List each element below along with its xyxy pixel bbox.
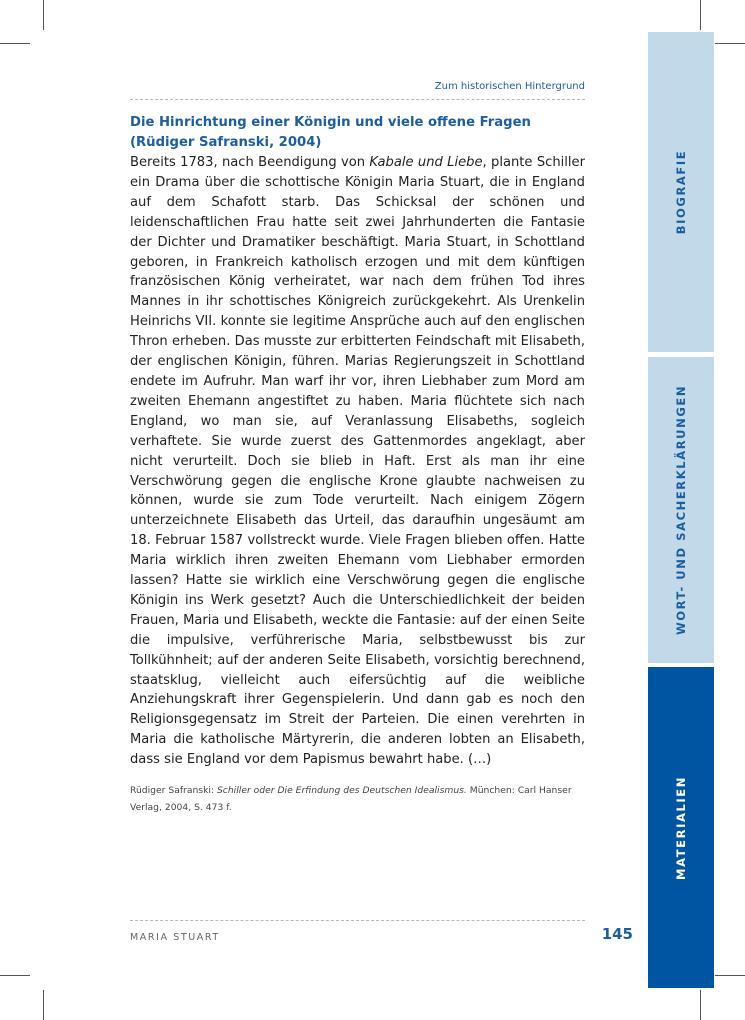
- body-intro: Bereits 1783, nach Beendigung von: [130, 155, 370, 170]
- crop-mark: [700, 0, 701, 30]
- crop-mark: [715, 43, 745, 44]
- footer-book-title: MARIA STUART: [130, 932, 220, 943]
- article-heading: [130, 113, 585, 153]
- tab-wort-und-sacherklaerungen[interactable]: [648, 357, 714, 663]
- tab-biografie[interactable]: [648, 32, 714, 352]
- footer-divider: [130, 920, 585, 921]
- article: [130, 113, 585, 816]
- page-number: 145: [601, 925, 633, 943]
- source-title: Schiller oder Die Erfindung des Deutschen Idealismus.: [216, 785, 467, 797]
- source-author: Rüdiger Safranski:: [130, 785, 217, 797]
- crop-mark: [43, 0, 44, 30]
- crop-mark: [700, 990, 701, 1020]
- crop-mark: [715, 975, 745, 976]
- work-title: Kabale und Liebe: [369, 155, 483, 170]
- source-citation: [130, 782, 585, 816]
- article-body: [130, 153, 585, 770]
- crop-mark: [0, 975, 30, 976]
- running-header: Zum historischen Hintergrund: [434, 81, 585, 92]
- body-text: , plante Schiller ein Drama über die schottische Königin Maria Stuart, die in England auf dem Schafott starb. Das Schicksal der schönen und leidenschaftlichen Frau hatte seit zwei Jahrhunderten die Fantasie der Dichter und Dramatiker beschäftigt. Maria Stuart, in Schottland geboren, in Frankreich katholisch erzogen und mit dem künftigen französischen König verheiratet, war nach dem frühen Tod ihres Mannes in ihr schottisches Königreich zurückgekehrt. Als Urenkelin Heinrichs VII. konnte sie legitime Ansprüche auch auf den englischen Thron erheben. Das musste zur erbitterten Feindschaft mit Elisabeth, der englischen Königin, führen. Marias Regierungszeit in Schottland endete im Aufruhr. Man warf ihr vor, ihren Liebhaber zum Mord am zweiten Ehemann angestiftet zu haben. Maria flüchtete sich nach England, wo man sie, auf Veranlassung Elisabeths, sogleich verhaftete. Sie wurde zuerst des Gattenmordes angeklagt, aber nicht verurteilt. Doch sie blieb in Haft. Erst als man ihr eine Verschwörung gegen die englische Krone glaubte nachweisen zu können, wurde sie zum Tode verurteilt. Nach einigem Zögern unterzeichnete Elisabeth das Urteil, das daraufhin ungesäumt am 18. Februar 1587 vollstreckt wurde. Viele Fragen blieben offen. Hatte Maria wirklich ihren zweiten Ehemann vom Liebhaber ermorden lassen? Hatte sie wirklich eine Verschwörung gegen die englische Königin ins Werk gesetzt? Auch die Unterschiedlichkeit der beiden Frauen, Maria und Elisabeth, weckte die Fantasie: auf der einen Seite die impulsive, verführerische Maria, selbstbewusst bis zur Tollkühnheit; auf der anderen Seite Elisabeth, vorsichtig berechnend, staatsklug, vielleicht auch eifersüchtig auf die weibliche Anziehungskraft ihrer Gegenspielerin. Und dann gab es noch den Religionsgegensatz im Streit der Parteien. Die einen verehrten in Maria die katholische Märtyrerin, die anderen lobten an Elisabeth, dass sie England vor dem Papismus bewahrt habe. (…): [130, 155, 585, 768]
- source-publisher: München: Carl Hanser Verlag, 2004, S. 473 f.: [130, 785, 572, 814]
- crop-mark: [0, 43, 30, 44]
- tab-wort-und-sacherklaerungen-label: WORT- UND SACHERKLÄRUNGEN: [674, 384, 689, 636]
- header-divider: [130, 99, 585, 100]
- article-heading-line-2: (Rüdiger Safranski, 2004): [130, 135, 322, 150]
- crop-mark: [43, 990, 44, 1020]
- tab-biografie-label: BIOGRAFIE: [674, 149, 688, 235]
- article-heading-line-1: Die Hinrichtung einer Königin und viele offene Fragen: [130, 115, 531, 130]
- tab-materialien[interactable]: [648, 667, 714, 988]
- tab-materialien-label: MATERIALIEN: [674, 775, 688, 880]
